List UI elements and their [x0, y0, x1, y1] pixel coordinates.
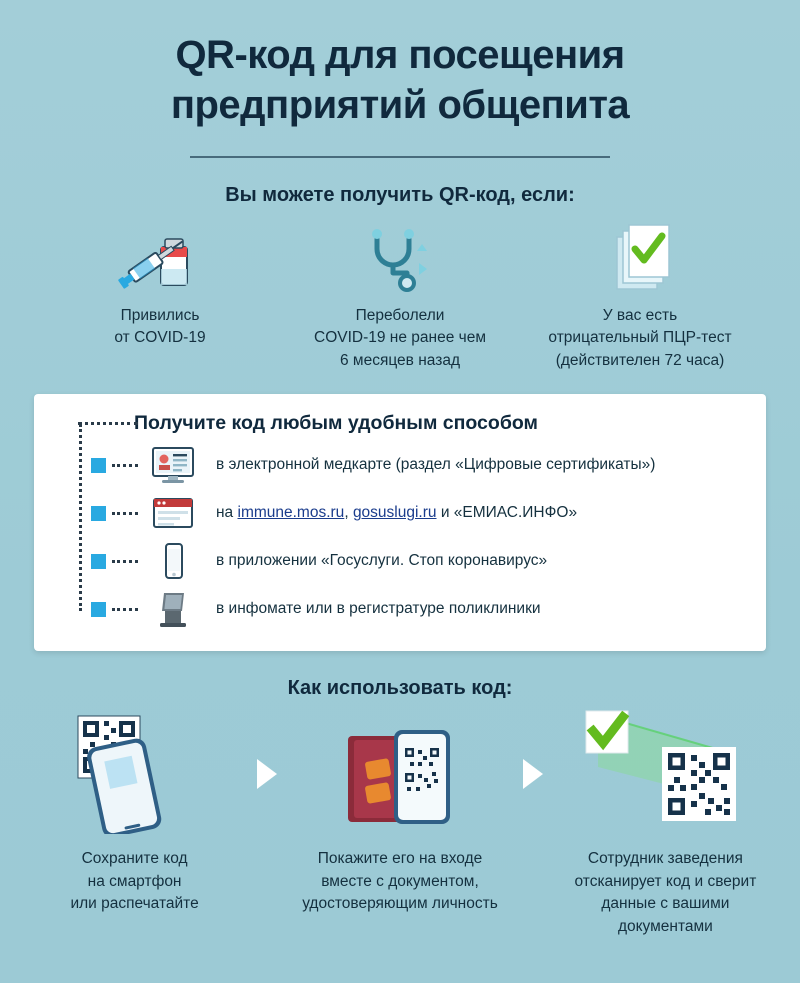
arrow-right-icon — [245, 714, 289, 834]
eligibility-subtitle: Вы можете получить QR-код, если: — [225, 184, 575, 206]
infomat-kiosk-icon — [144, 589, 202, 629]
eligibility-item-pcr-text: У вас есть отрицательный ПЦР-тест (действителен 72 часа) — [548, 307, 732, 369]
syringe-vaccine-icon — [44, 221, 276, 295]
page-title-line-2: предприятий общепита — [170, 83, 630, 127]
howto-step-show-text: Покажите его на входе вместе с документом, удостоверяющим личность — [302, 850, 498, 913]
panel-title: Получите код любым удобным способом — [134, 412, 538, 435]
howto-step-scan — [555, 714, 776, 938]
howto-steps — [0, 714, 800, 938]
panel-title-dots — [78, 422, 138, 425]
passport-phone-qr-icon — [289, 714, 510, 834]
get-code-panel — [34, 394, 766, 651]
eligibility-item-vaccinated-text: Привились от COVID-19 — [114, 307, 206, 347]
eligibility-row — [0, 221, 800, 372]
panel-row-medcard-text: в электронной медкарте (раздел «Цифровые сертификаты») — [216, 456, 656, 474]
panel-row-websites — [54, 489, 746, 537]
panel-row-infomat — [54, 585, 746, 633]
howto-step-save — [24, 714, 245, 915]
link-gosuslugi-ru[interactable]: gosuslugi.ru — [352, 504, 437, 522]
eligibility-item-recovered-text: Переболели COVID-19 не ранее чем 6 месяцев назад — [314, 307, 486, 369]
eligibility-item-pcr — [520, 221, 760, 372]
eligibility-item-vaccinated — [40, 221, 280, 350]
stethoscope-icon — [284, 221, 516, 295]
howto-title: Как использовать код: — [287, 677, 513, 700]
panel-rows — [54, 441, 746, 633]
arrow-right-icon — [511, 714, 555, 834]
row-text-before: на — [216, 504, 238, 522]
panel-row-app — [54, 537, 746, 585]
panel-row-websites-text — [216, 504, 577, 522]
row-dots — [112, 560, 138, 563]
row-dots — [112, 464, 138, 467]
bullet-square-icon — [91, 458, 106, 473]
smartphone-icon — [144, 541, 202, 581]
browser-window-icon — [144, 494, 202, 532]
row-text-after: и «ЕМИАС.ИНФО» — [436, 504, 578, 522]
checked-document-icon — [524, 221, 756, 295]
bullet-square-icon — [91, 554, 106, 569]
howto-step-save-text: Сохраните код на смартфон или распечатайте — [70, 850, 199, 913]
row-text-separator: , — [344, 504, 353, 522]
page-title — [0, 0, 800, 130]
title-divider — [190, 156, 610, 158]
bullet-square-icon — [91, 602, 106, 617]
monitor-medcard-icon — [144, 446, 202, 484]
row-dots — [112, 608, 138, 611]
panel-row-infomat-text: в инфомате или в регистратуре поликлиники — [216, 600, 541, 618]
page-title-line-1: QR-код для посещения — [175, 33, 625, 77]
howto-step-show — [289, 714, 510, 915]
panel-row-app-text: в приложении «Госуслуги. Стоп коронавирус» — [216, 552, 548, 570]
smartphone-qr-icon — [24, 714, 245, 834]
bullet-square-icon — [91, 506, 106, 521]
qr-scan-check-icon — [555, 714, 776, 834]
row-dots — [112, 512, 138, 515]
howto-step-scan-text: Сотрудник заведения отсканирует код и сверит данные с вашими документами — [574, 850, 757, 935]
panel-row-medcard — [54, 441, 746, 489]
eligibility-item-recovered — [280, 221, 520, 372]
link-immune-mos-ru[interactable]: immune.mos.ru — [237, 504, 345, 522]
